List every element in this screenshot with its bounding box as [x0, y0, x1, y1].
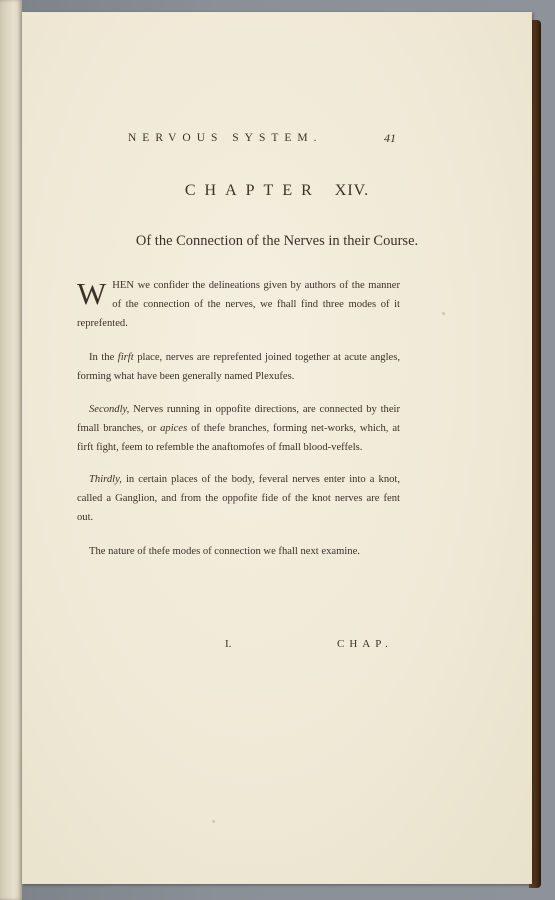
paragraph-3 — [77, 400, 400, 457]
paper-spot — [442, 312, 445, 315]
paragraph-3-text-b: of thefe branches, forming net-works, which, at firft fight, feem to refemble the anaftomofes of fmall blood-veffels. — [77, 423, 400, 453]
paragraph-4 — [77, 470, 400, 527]
paragraph-2 — [77, 348, 400, 386]
paragraph-4-italic: Thirdly, — [89, 474, 122, 485]
paragraph-1 — [77, 276, 400, 333]
paragraph-3-text-a: Nerves running in oppofite directions, are connected by their fmall branches, or — [77, 404, 400, 434]
chapter-title: Of the Connection of the Nerves in their Course. — [135, 233, 419, 249]
paragraph-2-lead: In the — [89, 352, 118, 363]
chapter-number: XIV. — [334, 182, 370, 199]
running-head: NERVOUS SYSTEM. — [128, 132, 323, 144]
drop-cap: W — [77, 276, 107, 311]
book-page — [22, 12, 532, 884]
paragraph-1-text: HEN we confider the delineations given by authors of the manner of the connection of the nerves, we fhall find three modes of it reprefented. — [77, 280, 400, 329]
paragraph-4-text: in certain places of the body, feveral nerves enter into a knot, called a Ganglion, and from the oppofite fide of the knot nerves are fent out. — [77, 474, 400, 523]
catchword: CHAP. — [337, 638, 393, 650]
facing-page-edge — [0, 0, 22, 900]
paragraph-2-italic: firft — [117, 352, 134, 363]
page-number: 41 — [384, 131, 396, 145]
paragraph-3-italic: Secondly, — [89, 404, 130, 415]
chapter-heading — [22, 182, 532, 200]
chapter-label: CHAPTER — [184, 182, 321, 199]
paper-spot — [212, 820, 215, 823]
paragraph-5 — [77, 542, 400, 561]
paragraph-3-italic-b: apices — [160, 423, 188, 434]
paragraph-2-text: place, nerves are reprefented joined together at acute angles, forming what have been generally named Plexufes. — [77, 352, 400, 382]
signature-mark: I. — [225, 638, 232, 650]
paragraph-5-text: The nature of thefe modes of connection we fhall next examine. — [89, 546, 360, 557]
